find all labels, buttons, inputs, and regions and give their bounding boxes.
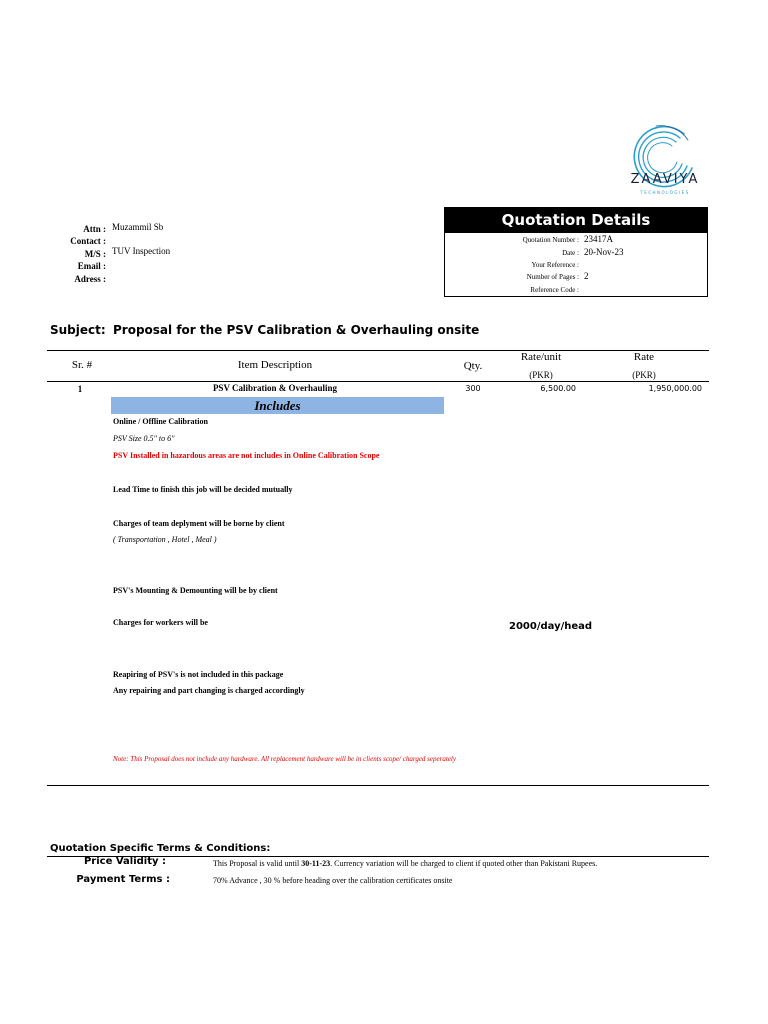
pages-label: Number of Pages : <box>526 273 579 281</box>
price-validity-date: 30-11-23 <box>301 859 331 868</box>
item-description: PSV Calibration & Overhauling <box>212 383 338 393</box>
date-label: Date : <box>562 249 579 257</box>
logo-subtitle: TECHNOLOGIES <box>640 190 690 195</box>
hardware-note: Note: This Proposal does not include any hardware. All replacement hardware will be in clients scope/ charged seperately <box>113 755 456 763</box>
pages-value: 2 <box>584 271 589 281</box>
contact-label: Contact : <box>70 236 106 246</box>
attn-value: Muzammil Sb <box>112 222 164 232</box>
item-sr: 1 <box>77 384 83 394</box>
item-qty: 300 <box>465 384 481 393</box>
terms-title: Quotation Specific Terms & Conditions: <box>50 843 271 854</box>
repair-line-1: Reapiring of PSV's is not included in this package <box>113 670 284 679</box>
quotation-number-value: 23417A <box>584 234 613 244</box>
date-value: 20-Nov-23 <box>584 247 624 257</box>
quotation-details-title: Quotation Details <box>444 207 708 233</box>
calibration-line: Online / Offline Calibration <box>113 417 208 426</box>
lead-time-line: Lead Time to finish this job will be decided mutually <box>113 485 293 494</box>
col-rate-unit: (PKR) <box>632 370 656 380</box>
psv-size-line: PSV Size 0.5" to 6" <box>113 434 175 443</box>
price-validity-value: This Proposal is valid until 30-11-23. Currency variation will be charged to client if quoted other than Pakistani Rupees. <box>213 859 598 868</box>
attn-label: Attn : <box>83 224 106 234</box>
includes-banner: Includes <box>111 397 444 414</box>
price-validity-label: Price Validity : <box>83 856 166 867</box>
subject-value: Proposal for the PSV Calibration & Overhauling onsite <box>113 323 480 337</box>
col-sr-header: Sr. # <box>71 359 93 371</box>
item-rate-unit: 6,500.00 <box>540 384 576 393</box>
payment-terms-label: Payment Terms : <box>76 874 170 885</box>
workers-charges-line: Charges for workers will be <box>113 618 208 627</box>
col-rate-unit-unit: (PKR) <box>529 370 553 380</box>
subject-label: Subject: <box>50 323 106 337</box>
reference-code-label: Reference Code : <box>530 286 579 294</box>
item-rate: 1,950,000.00 <box>648 384 702 393</box>
logo-name: ZAAVIYA <box>630 172 700 187</box>
address-label: Adress : <box>74 274 106 284</box>
team-charges-line: Charges of team deplyment will be borne by client <box>113 519 285 528</box>
table-header-rule <box>47 381 709 382</box>
col-rate-unit-header: Rate/unit <box>520 351 562 363</box>
team-charges-detail: ( Transportation , Hotel , Meal ) <box>113 535 217 544</box>
quotation-number-label: Quotation Number : <box>522 236 579 244</box>
repair-line-2: Any repairing and part changing is charged accordingly <box>113 686 305 695</box>
table-bottom-rule <box>47 785 709 786</box>
payment-terms-value: 70% Advance , 30 % before heading over the calibration certificates onsite <box>213 876 453 885</box>
col-rate-header: Rate <box>633 351 655 363</box>
col-qty-header: Qty. <box>463 360 483 372</box>
mounting-line: PSV's Mounting & Demounting will be by client <box>113 586 278 595</box>
hazard-note: PSV Installed in hazardous areas are not includes in Online Calibration Scope <box>113 451 380 460</box>
workers-rate: 2000/day/head <box>509 621 593 632</box>
your-reference-label: Your Reference : <box>531 261 579 269</box>
ms-label: M/S : <box>84 249 106 259</box>
table-top-rule <box>47 350 709 351</box>
ms-value: TUV Inspection <box>112 246 171 256</box>
email-label: Email : <box>77 261 106 271</box>
col-item-header: Item Description <box>237 359 313 371</box>
